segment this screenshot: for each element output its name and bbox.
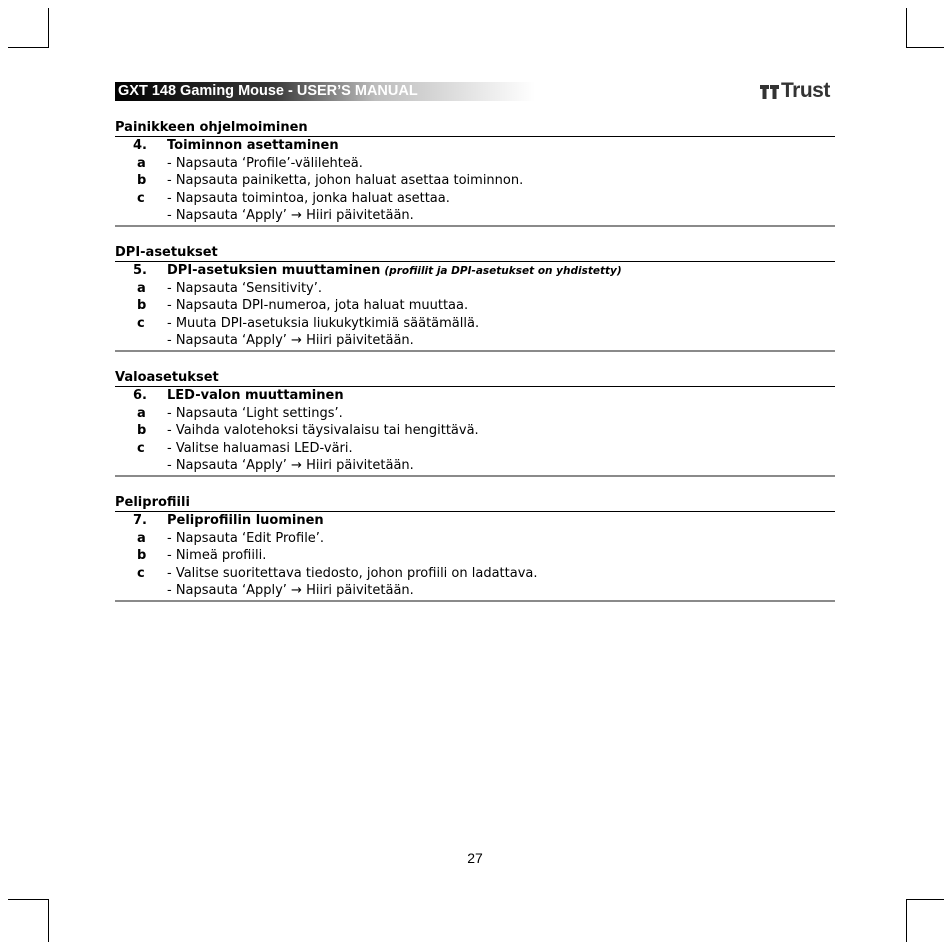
item-letter: a [137,280,146,296]
item-text: - Vaihda valotehoksi täysivalaisu tai hengittävä. [167,423,479,438]
item-letter: b [137,173,147,188]
step-heading [115,137,835,155]
list-item [115,280,835,298]
crop-mark-bottom-right-v [906,899,907,942]
item-text: - Napsauta ‘Sensitivity’. [167,280,323,296]
list-item [115,155,835,173]
list-item [115,207,835,225]
item-text: - Napsauta ‘Edit Profile’. [167,530,325,546]
list-item [115,565,835,583]
item-letter: c [137,565,145,581]
step-title: LED-valon muuttaminen [167,388,344,403]
section-divider [115,225,835,227]
step-number: 6. [133,388,147,403]
list-item [115,172,835,190]
crop-mark-top-right-v [906,8,907,48]
trust-logo-text: Trust [781,79,830,102]
crop-mark-bottom-right-h [906,899,944,900]
list-item [115,405,835,423]
section-light-settings [115,369,835,477]
list-item [115,190,835,208]
item-letter: b [137,548,147,563]
list-item [115,315,835,333]
list-item [115,457,835,475]
section-title: Valoasetukset [115,369,835,387]
trust-logo [760,80,830,102]
section-divider [115,600,835,602]
item-text: - Napsauta toimintoa, jonka haluat asettaa. [167,190,450,206]
crop-mark-top-left-h [8,47,49,48]
crop-mark-bottom-left-h [8,899,49,900]
section-divider [115,350,835,352]
list-item [115,297,835,315]
list-item [115,422,835,440]
step-title: Toiminnon asettaminen [167,138,339,153]
list-item [115,440,835,458]
item-text: - Napsauta ‘Apply’ → Hiiri päivitetään. [167,208,414,223]
list-item [115,332,835,350]
section-title: DPI-asetukset [115,244,835,262]
step-number: 4. [133,138,147,153]
item-text: - Napsauta ‘Apply’ → Hiiri päivitetään. [167,583,414,598]
section-title: Peliprofiili [115,494,835,512]
list-item [115,582,835,600]
item-text: - Napsauta ‘Apply’ → Hiiri päivitetään. [167,458,414,473]
step-heading [115,262,835,280]
item-letter: a [137,530,146,546]
item-letter: c [137,315,145,331]
crop-mark-top-left-v [48,8,49,48]
item-text: - Napsauta DPI-numeroa, jota haluat muuttaa. [167,298,469,313]
item-text: - Napsauta ‘Profile’-välilehteä. [167,155,363,171]
crop-mark-top-right-h [906,47,944,48]
step-number: 7. [133,513,147,528]
item-letter: c [137,190,145,206]
item-text: - Nimeä profiili. [167,548,267,563]
item-text: - Valitse haluamasi LED-väri. [167,440,353,456]
trust-logo-icon [760,82,780,100]
section-divider [115,475,835,477]
section-game-profile [115,494,835,602]
step-title: Peliprofiilin luominen [167,513,324,528]
item-letter: a [137,405,146,421]
item-letter: b [137,423,147,438]
item-letter: c [137,440,145,456]
step-title: DPI-asetuksien muuttaminen [167,263,381,278]
page-number: 27 [467,850,483,866]
step-number: 5. [133,263,147,278]
section-dpi-settings [115,244,835,352]
manual-title: GXT 148 Gaming Mouse - USER’S MANUAL [118,83,418,99]
step-note: (profiilit ja DPI-asetukset on yhdistetty) [384,265,622,277]
item-text: - Napsauta painiketta, johon haluat asettaa toiminnon. [167,173,524,188]
crop-mark-bottom-left-v [48,899,49,942]
item-text: - Napsauta ‘Light settings’. [167,405,343,421]
step-heading [115,512,835,530]
item-text: - Muuta DPI-asetuksia liukukytkimiä säätämällä. [167,315,480,331]
list-item [115,530,835,548]
list-item [115,547,835,565]
section-title: Painikkeen ohjelmoiminen [115,119,835,137]
item-letter: b [137,298,147,313]
item-text: - Valitse suoritettava tiedosto, johon profiili on ladattava. [167,565,538,581]
item-text: - Napsauta ‘Apply’ → Hiiri päivitetään. [167,333,414,348]
item-letter: a [137,155,146,171]
step-heading [115,387,835,405]
section-button-programming [115,119,835,227]
